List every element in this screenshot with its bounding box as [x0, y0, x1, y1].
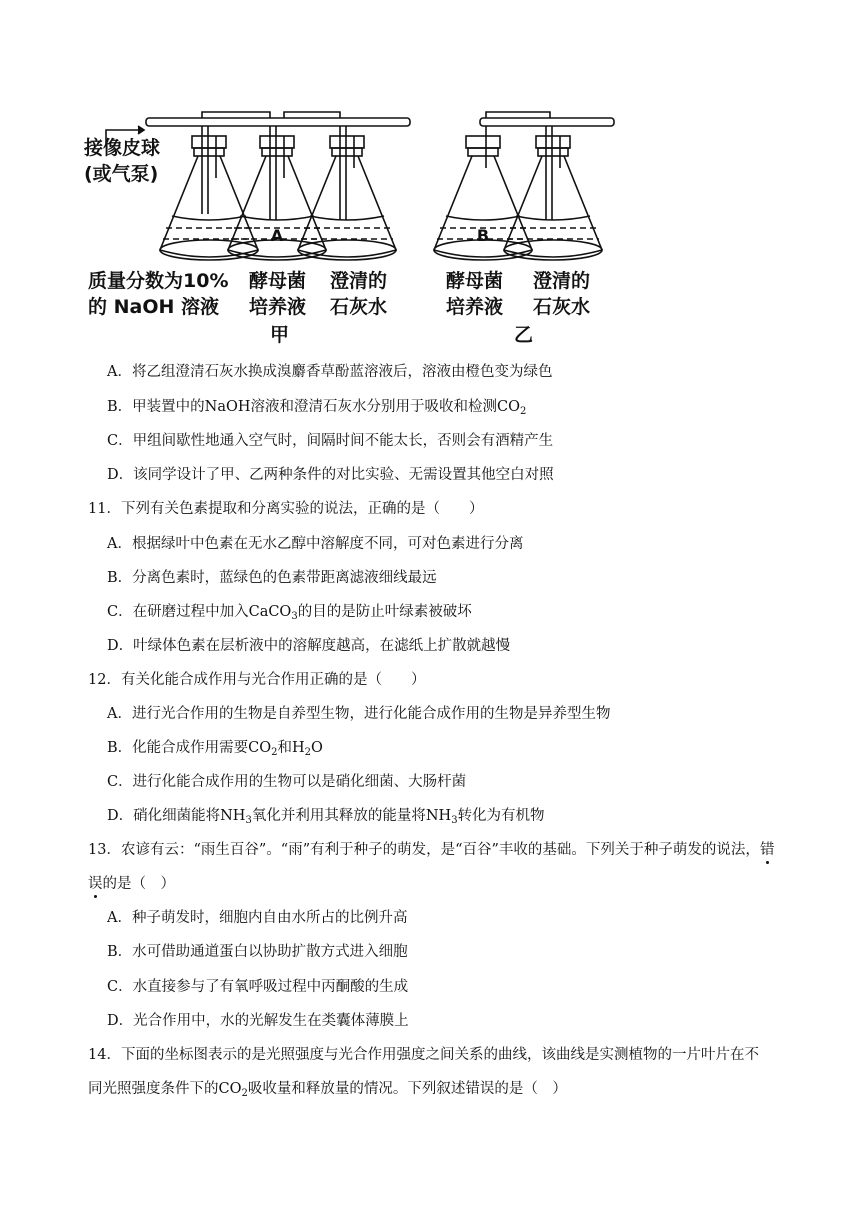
q10-option-b: B．甲装置中的NaOH溶液和澄清石灰水分别用于吸收和检测$CO_2$: [107, 399, 527, 417]
q13-option-d: D．光合作用中，水的光解发生在类囊体薄膜上: [107, 1013, 409, 1029]
lime-a-label-line1: 澄清的: [330, 270, 388, 292]
flask-a-label: A: [270, 226, 284, 245]
pump-label-line1: 接像皮球: [84, 137, 161, 159]
apparatus-figure: [80, 108, 640, 368]
q14-stem-line2: 同光照强度条件下的$CO_2$吸收量和释放量的情况。下列叙述错误的是（ ）: [88, 1081, 567, 1099]
q13-stem-line1: 13．农谚有云：“雨生百谷”。“雨”有利于种子的萌发，是“百谷”丰收的基础。下列关于种子萌发的说法，错: [88, 842, 775, 858]
group-jia-label: 甲: [270, 324, 290, 346]
lime-b-label-line2: 石灰水: [533, 296, 591, 318]
q12-option-a: A．进行光合作用的生物是自养型生物，进行化能合成作用的生物是异养型生物: [107, 706, 611, 722]
q11-option-d: D．叶绿体色素在层析液中的溶解度越高，在滤纸上扩散就越慢: [107, 638, 511, 654]
q10-option-a: A．将乙组澄清石灰水换成溴麝香草酚蓝溶液后，溶液由橙色变为绿色: [107, 364, 553, 380]
q12-option-c: C．进行化能合成作用的生物可以是硝化细菌、大肠杆菌: [107, 774, 467, 790]
naoh-label-line2: 的 NaOH 溶液: [88, 296, 220, 318]
yeast-a-label-line2: 培养液: [249, 296, 307, 318]
pump-label-line2: (或气泵): [84, 163, 159, 185]
q13-option-a: A．种子萌发时，细胞内自由水所占的比例升高: [107, 910, 408, 926]
yeast-b-label-line2: 培养液: [446, 296, 504, 318]
naoh-label-line1: 质量分数为10%: [88, 270, 229, 292]
q13-option-b: B．水可借助通道蛋白以协助扩散方式进入细胞: [107, 944, 408, 960]
q12-option-d: D．硝化细菌能将$NH_3$氧化并利用其释放的能量将$NH_3$转化为有机物: [107, 808, 545, 826]
yeast-a-label-line1: 酵母菌: [249, 270, 307, 292]
yeast-b-label-line1: 酵母菌: [446, 270, 504, 292]
q13-stem-line2: 误的是（ ）: [88, 876, 175, 892]
flask-b-label: B: [476, 226, 490, 245]
q12-stem: 12．有关化能合成作用与光合作用正确的是（ ）: [88, 672, 426, 688]
q11-option-b: B．分离色素时，蓝绿色的色素带距离滤液细线最远: [107, 570, 437, 586]
lime-b-label-line1: 澄清的: [533, 270, 591, 292]
group-yi-label: 乙: [514, 324, 534, 346]
q11-option-c: C．在研磨过程中加入CaCO$_3$的目的是防止叶绿素被破坏: [107, 604, 472, 622]
q11-stem: 11．下列有关色素提取和分离实验的说法，正确的是（ ）: [88, 501, 484, 517]
q13-option-c: C．水直接参与了有氧呼吸过程中丙酮酸的生成: [107, 979, 409, 995]
q14-stem-line1: 14．下面的坐标图表示的是光照强度与光合作用强度之间关系的曲线，该曲线是实测植物的一片叶片在不: [88, 1047, 759, 1063]
lime-a-label-line2: 石灰水: [330, 296, 388, 318]
q10-option-c: C．甲组间歇性地通入空气时，间隔时间不能太长，否则会有酒精产生: [107, 433, 554, 449]
apparatus-diagram: [80, 108, 640, 368]
q11-option-a: A．根据绿叶中色素在无水乙醇中溶解度不同，可对色素进行分离: [107, 536, 524, 552]
q10-option-d: D．该同学设计了甲、乙两种条件的对比实验、无需设置其他空白对照: [107, 467, 554, 483]
q12-option-b: B．化能合成作用需要$CO_2$和$H_2O$: [107, 740, 323, 758]
